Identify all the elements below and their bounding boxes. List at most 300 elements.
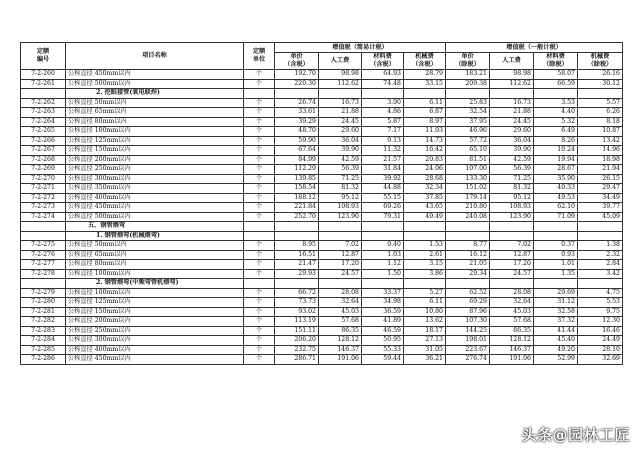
- row-unit: 个: [244, 260, 275, 270]
- row-name: 公称直径 500mm以内: [66, 79, 244, 89]
- row-price-notax: 223.67: [446, 345, 490, 355]
- row-price-tax: 252.70: [275, 212, 319, 222]
- row-machine-tax: 28.79: [404, 70, 446, 80]
- row-machine-notax: 2.84: [578, 260, 623, 270]
- row-machine-notax: 13.42: [578, 136, 623, 146]
- row-machine-notax: 30.12: [578, 79, 623, 89]
- row-price-tax: 112.29: [275, 165, 319, 175]
- row-labor: 98.98: [319, 70, 362, 80]
- table-row: [21, 269, 623, 279]
- row-labor-notax: 7.02: [490, 241, 534, 251]
- row-unit: 个: [244, 212, 275, 222]
- row-material-tax: 9.13: [362, 136, 404, 146]
- section-empty-cell: [275, 279, 319, 289]
- table-row: [21, 326, 623, 336]
- row-material-notax: 10.24: [534, 146, 578, 156]
- row-code: 7-2-281: [21, 307, 66, 317]
- row-labor-notax: 16.73: [490, 98, 534, 108]
- section-unit-cell: [244, 279, 275, 289]
- row-machine-notax: 18.98: [578, 155, 623, 165]
- row-unit: 个: [244, 79, 275, 89]
- row-price-tax: 73.73: [275, 298, 319, 308]
- table-row: [21, 288, 623, 298]
- row-machine-notax: 28.10: [578, 345, 623, 355]
- row-unit: 个: [244, 193, 275, 203]
- row-labor: 56.39: [319, 165, 362, 175]
- row-labor: 71.25: [319, 174, 362, 184]
- header-price-label-2: 单价: [461, 53, 474, 60]
- row-price-notax: 276.74: [446, 355, 490, 365]
- row-material-tax: 55.33: [362, 345, 404, 355]
- row-code: 7-2-267: [21, 146, 66, 156]
- table-row: [21, 79, 623, 89]
- row-labor-notax: 71.25: [490, 174, 534, 184]
- row-labor: 7.02: [319, 241, 362, 251]
- row-labor-notax: 28.08: [490, 288, 534, 298]
- table-row: [21, 146, 623, 156]
- row-unit: 个: [244, 146, 275, 156]
- row-machine-tax: 1.53: [404, 241, 446, 251]
- section-empty-cell: [404, 231, 446, 241]
- row-code: 7-2-286: [21, 355, 66, 365]
- row-price-tax: 8.95: [275, 241, 319, 251]
- row-labor-notax: 24.57: [490, 269, 534, 279]
- row-material-notax: 32.58: [534, 307, 578, 317]
- header-machine-tax: [404, 53, 446, 70]
- row-name: 公称直径 300mm以内: [66, 174, 244, 184]
- section-empty-cell: [362, 231, 404, 241]
- table-row: [21, 155, 623, 165]
- row-labor: 29.60: [319, 127, 362, 137]
- row-unit: 个: [244, 155, 275, 165]
- row-labor-notax: 98.98: [490, 70, 534, 80]
- section-title: 2. 钢管煨弯(中频弯管机煨弯): [66, 279, 244, 289]
- row-price-notax: 209.38: [446, 79, 490, 89]
- row-price-notax: 57.72: [446, 136, 490, 146]
- header-machine-notax-label: （除税）: [587, 61, 613, 68]
- section-row: [21, 279, 623, 289]
- row-price-tax: 158.54: [275, 184, 319, 194]
- row-material-notax: 28.67: [534, 165, 578, 175]
- header-material-notax-label: （除税）: [543, 61, 568, 68]
- row-labor-notax: 56.39: [490, 165, 534, 175]
- row-material-notax: 1.35: [534, 269, 578, 279]
- row-code: 7-2-263: [21, 108, 66, 118]
- quota-price-table: [20, 42, 623, 365]
- row-labor: 17.20: [319, 260, 362, 270]
- row-code: 7-2-269: [21, 165, 66, 175]
- row-material-notax: 58.07: [534, 70, 578, 80]
- row-code: 7-2-262: [21, 98, 66, 108]
- row-labor: 16.73: [319, 98, 362, 108]
- row-code: 7-2-261: [21, 79, 66, 89]
- table-row: [21, 336, 623, 346]
- section-unit-cell: [244, 89, 275, 99]
- row-machine-notax: 21.94: [578, 165, 623, 175]
- row-price-notax: 21.05: [446, 260, 490, 270]
- row-labor-notax: 57.68: [490, 317, 534, 327]
- row-name: 公称直径 80mm以内: [66, 260, 244, 270]
- section-row: [21, 89, 623, 99]
- table-row: [21, 298, 623, 308]
- row-unit: 个: [244, 250, 275, 260]
- row-unit: 个: [244, 117, 275, 127]
- row-price-tax: 221.84: [275, 203, 319, 213]
- row-name: 公称直径 400mm以内: [66, 345, 244, 355]
- header-labor: 人工费: [319, 53, 362, 70]
- row-price-tax: 151.11: [275, 326, 319, 336]
- row-material-notax: 5.32: [534, 117, 578, 127]
- section-empty-cell: [319, 222, 362, 232]
- row-price-tax: 48.70: [275, 127, 319, 137]
- row-material-tax: 36.59: [362, 307, 404, 317]
- row-machine-tax: 32.34: [404, 184, 446, 194]
- row-machine-tax: 16.42: [404, 146, 446, 156]
- section-code-cell: [21, 89, 66, 99]
- section-empty-cell: [578, 231, 623, 241]
- row-unit: 个: [244, 269, 275, 279]
- table-row: [21, 117, 623, 127]
- row-price-tax: 206.20: [275, 336, 319, 346]
- row-material-tax: 31.84: [362, 165, 404, 175]
- row-material-tax: 50.95: [362, 336, 404, 346]
- row-labor-notax: 39.90: [490, 146, 534, 156]
- row-code: 7-2-285: [21, 345, 66, 355]
- row-machine-tax: 2.61: [404, 250, 446, 260]
- row-material-tax: 1.50: [362, 269, 404, 279]
- row-price-notax: 179.14: [446, 193, 490, 203]
- section-empty-cell: [578, 222, 623, 232]
- row-machine-notax: 9.75: [578, 307, 623, 317]
- row-code: 7-2-266: [21, 136, 66, 146]
- row-price-notax: 183.21: [446, 70, 490, 80]
- table-row: [21, 241, 623, 251]
- row-machine-notax: 12.30: [578, 317, 623, 327]
- row-machine-tax: 27.13: [404, 336, 446, 346]
- row-price-tax: 220.30: [275, 79, 319, 89]
- row-labor: 128.12: [319, 336, 362, 346]
- row-labor: 24.57: [319, 269, 362, 279]
- table-row: [21, 250, 623, 260]
- watermark: 头条@园林工匠: [521, 426, 630, 444]
- row-price-notax: 210.80: [446, 203, 490, 213]
- row-code: 7-2-277: [21, 260, 66, 270]
- row-price-tax: 232.75: [275, 345, 319, 355]
- header-machine-label: 机械费: [415, 53, 434, 60]
- row-price-notax: 144.25: [446, 326, 490, 336]
- row-price-notax: 32.54: [446, 108, 490, 118]
- section-empty-cell: [404, 222, 446, 232]
- section-empty-cell: [275, 231, 319, 241]
- row-price-notax: 87.96: [446, 307, 490, 317]
- row-material-tax: 79.31: [362, 212, 404, 222]
- row-machine-notax: 29.47: [578, 184, 623, 194]
- row-material-notax: 6.49: [534, 127, 578, 137]
- row-machine-tax: 8.97: [404, 117, 446, 127]
- row-unit: 个: [244, 108, 275, 118]
- section-empty-cell: [534, 222, 578, 232]
- header-name: 项目名称: [66, 43, 244, 70]
- row-labor-notax: 12.87: [490, 250, 534, 260]
- section-empty-cell: [534, 89, 578, 99]
- section-title: 2. 挖眼接管(氧电联焊): [66, 89, 244, 99]
- row-code: 7-2-280: [21, 298, 66, 308]
- table-row: [21, 108, 623, 118]
- section-code-cell: [21, 279, 66, 289]
- row-unit: 个: [244, 355, 275, 365]
- row-price-notax: 46.96: [446, 127, 490, 137]
- row-machine-notax: 6.26: [578, 108, 623, 118]
- row-labor: 42.59: [319, 155, 362, 165]
- row-labor: 86.35: [319, 326, 362, 336]
- section-empty-cell: [578, 279, 623, 289]
- row-material-tax: 59.44: [362, 355, 404, 365]
- section-empty-cell: [404, 89, 446, 99]
- row-labor: 39.90: [319, 146, 362, 156]
- row-labor: 24.45: [319, 117, 362, 127]
- header-machine-label-2: 机械费: [590, 53, 610, 60]
- row-labor-notax: 36.04: [490, 136, 534, 146]
- row-price-tax: 29.93: [275, 269, 319, 279]
- row-price-tax: 192.70: [275, 70, 319, 80]
- section-empty-cell: [404, 279, 446, 289]
- table-row: [21, 136, 623, 146]
- row-material-notax: 19.94: [534, 155, 578, 165]
- row-machine-tax: 43.65: [404, 203, 446, 213]
- row-machine-tax: 20.83: [404, 155, 446, 165]
- row-price-notax: 151.02: [446, 184, 490, 194]
- row-material-tax: 74.48: [362, 79, 404, 89]
- row-code: 7-2-265: [21, 127, 66, 137]
- row-labor: 191.06: [319, 355, 362, 365]
- row-material-tax: 39.92: [362, 174, 404, 184]
- row-machine-tax: 6.11: [404, 298, 446, 308]
- row-price-tax: 59.90: [275, 136, 319, 146]
- row-machine-tax: 3.15: [404, 260, 446, 270]
- section-unit-cell: [244, 222, 275, 232]
- table-row: [21, 165, 623, 175]
- row-machine-notax: 26.16: [578, 70, 623, 80]
- row-machine-tax: 18.17: [404, 326, 446, 336]
- row-material-notax: 62.10: [534, 203, 578, 213]
- row-material-tax: 4.86: [362, 108, 404, 118]
- row-name: 公称直径 150mm以内: [66, 146, 244, 156]
- row-labor-notax: 24.45: [490, 117, 534, 127]
- row-price-notax: 8.77: [446, 241, 490, 251]
- header-material-tax-label: （含税）: [370, 61, 395, 68]
- section-empty-cell: [319, 279, 362, 289]
- row-name: 公称直径 100mm以内: [66, 127, 244, 137]
- row-price-tax: 188.12: [275, 193, 319, 203]
- row-unit: 个: [244, 165, 275, 175]
- row-labor: 32.64: [319, 298, 362, 308]
- row-code: 7-2-276: [21, 250, 66, 260]
- row-unit: 个: [244, 174, 275, 184]
- row-material-tax: 64.93: [362, 70, 404, 80]
- section-empty-cell: [362, 89, 404, 99]
- header-price-tax-label: （含税）: [284, 61, 309, 68]
- row-labor: 57.68: [319, 317, 362, 327]
- row-price-notax: 69.29: [446, 298, 490, 308]
- row-material-tax: 1.12: [362, 260, 404, 270]
- header-unit: [244, 43, 275, 70]
- row-name: 公称直径 450mm以内: [66, 203, 244, 213]
- row-price-tax: 16.51: [275, 250, 319, 260]
- row-unit: 个: [244, 336, 275, 346]
- table-row: [21, 307, 623, 317]
- row-code: 7-2-273: [21, 203, 66, 213]
- row-material-tax: 1.03: [362, 250, 404, 260]
- section-empty-cell: [275, 89, 319, 99]
- row-labor: 146.37: [319, 345, 362, 355]
- row-machine-notax: 2.32: [578, 250, 623, 260]
- row-code: 7-2-272: [21, 193, 66, 203]
- row-name: 公称直径 150mm以内: [66, 307, 244, 317]
- row-material-notax: 8.26: [534, 136, 578, 146]
- row-code: 7-2-270: [21, 174, 66, 184]
- row-labor-notax: 42.59: [490, 155, 534, 165]
- row-unit: 个: [244, 127, 275, 137]
- row-machine-notax: 14.96: [578, 146, 623, 156]
- row-price-notax: 107.00: [446, 165, 490, 175]
- row-price-tax: 286.71: [275, 355, 319, 365]
- header-labor-2: 人工费: [490, 53, 534, 70]
- row-code: 7-2-268: [21, 155, 66, 165]
- row-labor-notax: 17.20: [490, 260, 534, 270]
- header-unit-line2: 单位: [252, 56, 266, 63]
- row-material-tax: 3.90: [362, 98, 404, 108]
- row-material-tax: 5.87: [362, 117, 404, 127]
- section-title: 五、钢管煨弯: [66, 222, 244, 232]
- table-row: [21, 184, 623, 194]
- row-labor: 112.62: [319, 79, 362, 89]
- header-code: [21, 43, 66, 70]
- row-price-notax: 198.01: [446, 336, 490, 346]
- header-material-label: 材料费: [373, 53, 392, 60]
- table-row: [21, 355, 623, 365]
- row-machine-notax: 5.53: [578, 298, 623, 308]
- row-material-tax: 21.57: [362, 155, 404, 165]
- row-price-tax: 139.85: [275, 174, 319, 184]
- row-price-notax: 29.34: [446, 269, 490, 279]
- row-material-notax: 29.69: [534, 288, 578, 298]
- row-machine-tax: 6.11: [404, 98, 446, 108]
- row-price-tax: 33.61: [275, 108, 319, 118]
- row-labor: 123.90: [319, 212, 362, 222]
- row-code: 7-2-284: [21, 336, 66, 346]
- row-labor-notax: 128.12: [490, 336, 534, 346]
- row-machine-notax: 45.09: [578, 212, 623, 222]
- row-price-tax: 39.29: [275, 117, 319, 127]
- row-machine-tax: 49.49: [404, 212, 446, 222]
- row-price-notax: 133.30: [446, 174, 490, 184]
- row-labor-notax: 191.06: [490, 355, 534, 365]
- row-name: 公称直径 450mm以内: [66, 70, 244, 80]
- row-code: 7-2-283: [21, 326, 66, 336]
- row-machine-notax: 4.75: [578, 288, 623, 298]
- row-code: 7-2-275: [21, 241, 66, 251]
- row-price-notax: 62.52: [446, 288, 490, 298]
- row-labor: 12.87: [319, 250, 362, 260]
- row-labor-notax: 21.88: [490, 108, 534, 118]
- row-material-notax: 35.90: [534, 174, 578, 184]
- row-price-tax: 21.47: [275, 260, 319, 270]
- header-material-tax: [362, 53, 404, 70]
- row-machine-tax: 13.62: [404, 317, 446, 327]
- row-price-tax: 93.02: [275, 307, 319, 317]
- row-material-notax: 49.53: [534, 193, 578, 203]
- row-price-notax: 81.51: [446, 155, 490, 165]
- row-name: 公称直径 125mm以内: [66, 298, 244, 308]
- row-machine-notax: 10.87: [578, 127, 623, 137]
- row-price-tax: 84.99: [275, 155, 319, 165]
- row-labor: 45.03: [319, 307, 362, 317]
- row-machine-tax: 11.93: [404, 127, 446, 137]
- row-name: 公称直径 65mm以内: [66, 108, 244, 118]
- table-row: [21, 98, 623, 108]
- row-material-notax: 4.40: [534, 108, 578, 118]
- section-empty-cell: [319, 231, 362, 241]
- row-unit: 个: [244, 345, 275, 355]
- section-empty-cell: [275, 222, 319, 232]
- row-price-notax: 240.08: [446, 212, 490, 222]
- row-name: 公称直径 50mm以内: [66, 98, 244, 108]
- row-material-tax: 44.88: [362, 184, 404, 194]
- row-labor-notax: 95.12: [490, 193, 534, 203]
- row-machine-tax: 37.85: [404, 193, 446, 203]
- row-unit: 个: [244, 98, 275, 108]
- row-unit: 个: [244, 70, 275, 80]
- row-code: 7-2-278: [21, 269, 66, 279]
- row-material-notax: 0.37: [534, 241, 578, 251]
- section-empty-cell: [490, 279, 534, 289]
- row-material-notax: 0.93: [534, 250, 578, 260]
- row-labor-notax: 45.03: [490, 307, 534, 317]
- row-unit: 个: [244, 184, 275, 194]
- row-code: 7-2-274: [21, 212, 66, 222]
- row-name: 公称直径 200mm以内: [66, 155, 244, 165]
- table-row: [21, 174, 623, 184]
- row-machine-notax: 32.69: [578, 355, 623, 365]
- table-row: [21, 345, 623, 355]
- row-machine-tax: 5.27: [404, 288, 446, 298]
- row-price-notax: 16.12: [446, 250, 490, 260]
- row-material-notax: 1.01: [534, 260, 578, 270]
- row-code: 7-2-282: [21, 317, 66, 327]
- row-material-notax: 40.33: [534, 184, 578, 194]
- row-code: 7-2-264: [21, 117, 66, 127]
- row-unit: 个: [244, 317, 275, 327]
- row-price-notax: 37.95: [446, 117, 490, 127]
- table-row: [21, 193, 623, 203]
- row-material-tax: 69.26: [362, 203, 404, 213]
- row-machine-notax: 24.49: [578, 336, 623, 346]
- row-name: 公称直径 250mm以内: [66, 326, 244, 336]
- section-empty-cell: [362, 279, 404, 289]
- section-empty-cell: [490, 89, 534, 99]
- table-row: [21, 203, 623, 213]
- header-machine-notax: [578, 53, 623, 70]
- row-name: 公称直径 100mm以内: [66, 269, 244, 279]
- row-unit: 个: [244, 288, 275, 298]
- row-material-notax: 37.32: [534, 317, 578, 327]
- row-name: 公称直径 65mm以内: [66, 250, 244, 260]
- header-group-simple: 增值税（简易计税）: [275, 43, 446, 53]
- quota-table-sheet: [20, 42, 622, 365]
- section-empty-cell: [490, 222, 534, 232]
- row-labor: 36.04: [319, 136, 362, 146]
- header-machine-tax-label: （含税）: [412, 61, 437, 68]
